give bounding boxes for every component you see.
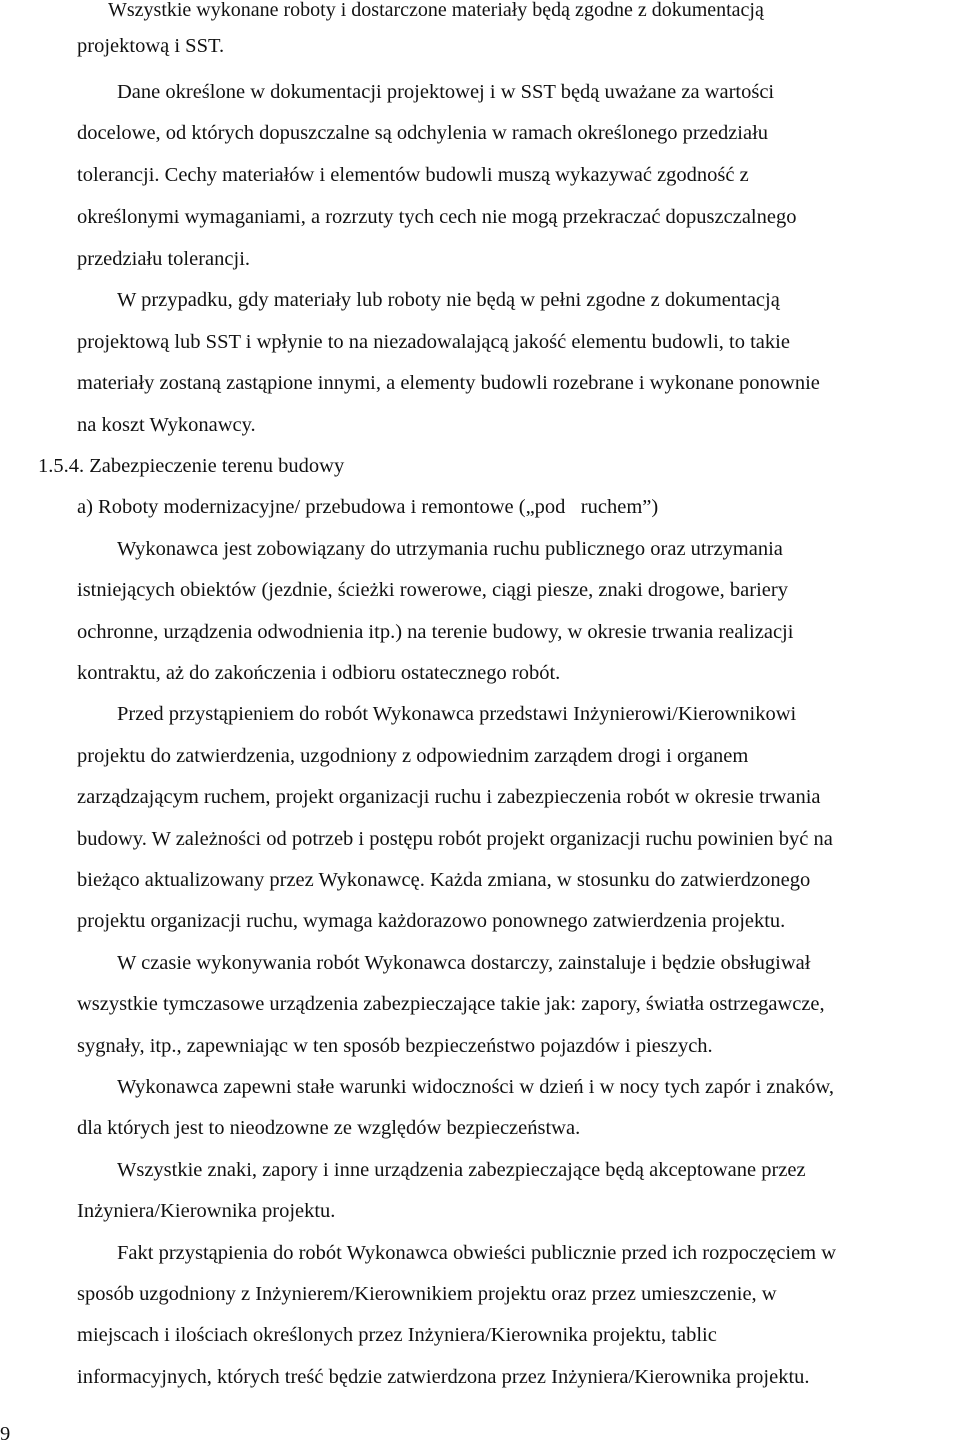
- text-line: Wykonawca jest zobowiązany do utrzymania ruchu publicznego oraz utrzymania: [117, 538, 783, 560]
- text-line: tolerancji. Cechy materiałów i elementów budowli muszą wykazywać zgodność z: [77, 164, 749, 186]
- text-line: Wszystkie wykonane roboty i dostarczone materiały będą zgodne z dokumentacją: [108, 0, 764, 21]
- page-number: 9: [0, 1423, 11, 1445]
- text-line: informacyjnych, których treść będzie zatwierdzona przez Inżyniera/Kierownika projektu.: [77, 1366, 810, 1388]
- text-line: bieżąco aktualizowany przez Wykonawcę. Każda zmiana, w stosunku do zatwierdzonego: [77, 869, 811, 891]
- text-line: projektową lub SST i wpłynie to na niezadowalającą jakość elementu budowli, to takie: [77, 331, 790, 353]
- text-line: na koszt Wykonawcy.: [77, 414, 256, 436]
- subsection-heading: a) Roboty modernizacyjne/ przebudowa i remontowe („pod ruchem”): [77, 496, 659, 518]
- text-line: Wykonawca zapewni stałe warunki widoczności w dzień i w nocy tych zapór i znaków,: [117, 1076, 834, 1098]
- text-line: Fakt przystąpienia do robót Wykonawca obwieści publicznie przed ich rozpoczęciem w: [117, 1242, 837, 1264]
- text-line: Inżyniera/Kierownika projektu.: [77, 1200, 336, 1222]
- text-line: W czasie wykonywania robót Wykonawca dostarczy, zainstaluje i będzie obsługiwał: [117, 952, 811, 974]
- text-line: określonymi wymaganiami, a rozrzuty tych cech nie mogą przekraczać dopuszczalnego: [77, 206, 797, 228]
- text-line: zarządzającym ruchem, projekt organizacji ruchu i zabezpieczenia robót w okresie trwania: [77, 786, 821, 808]
- text-line: kontraktu, aż do zakończenia i odbioru ostatecznego robót.: [77, 662, 561, 684]
- text-line: budowy. W zależności od potrzeb i postępu robót projekt organizacji ruchu powinien być na: [77, 828, 833, 850]
- text-line: Wszystkie znaki, zapory i inne urządzenia zabezpieczające będą akceptowane przez: [117, 1159, 806, 1181]
- text-line: miejscach i ilościach określonych przez Inżyniera/Kierownika projektu, tablic: [77, 1324, 717, 1346]
- text-line: przedziału tolerancji.: [77, 248, 251, 270]
- text-line: projektu organizacji ruchu, wymaga każdorazowo ponownego zatwierdzenia projektu.: [77, 910, 786, 932]
- text-line: wszystkie tymczasowe urządzenia zabezpieczające takie jak: zapory, światła ostrzegawcze,: [77, 993, 825, 1015]
- text-line: projektową i SST.: [77, 35, 225, 57]
- text-line: sposób uzgodniony z Inżynierem/Kierownikiem projektu oraz przez umieszczenie, w: [77, 1283, 777, 1305]
- text-line: istniejących obiektów (jezdnie, ścieżki rowerowe, ciągi piesze, znaki drogowe, bariery: [77, 579, 788, 601]
- section-heading: 1.5.4. Zabezpieczenie terenu budowy: [38, 455, 345, 477]
- text-line: projektu do zatwierdzenia, uzgodniony z odpowiednim zarządem drogi i organem: [77, 745, 749, 767]
- text-line: Dane określone w dokumentacji projektowej i w SST będą uważane za wartości: [117, 81, 775, 103]
- text-line: sygnały, itp., zapewniając w ten sposób bezpieczeństwo pojazdów i pieszych.: [77, 1035, 713, 1057]
- text-line: materiały zostaną zastąpione innymi, a elementy budowli rozebrane i wykonane ponownie: [77, 372, 820, 394]
- text-line: ochronne, urządzenia odwodnienia itp.) na terenie budowy, w okresie trwania realizacji: [77, 621, 794, 643]
- text-line: dla których jest to nieodzowne ze względów bezpieczeństwa.: [77, 1117, 581, 1139]
- text-line: W przypadku, gdy materiały lub roboty nie będą w pełni zgodne z dokumentacją: [117, 289, 780, 311]
- text-line: Przed przystąpieniem do robót Wykonawca przedstawi Inżynierowi/Kierownikowi: [117, 703, 797, 725]
- text-line: docelowe, od których dopuszczalne są odchylenia w ramach określonego przedziału: [77, 122, 769, 144]
